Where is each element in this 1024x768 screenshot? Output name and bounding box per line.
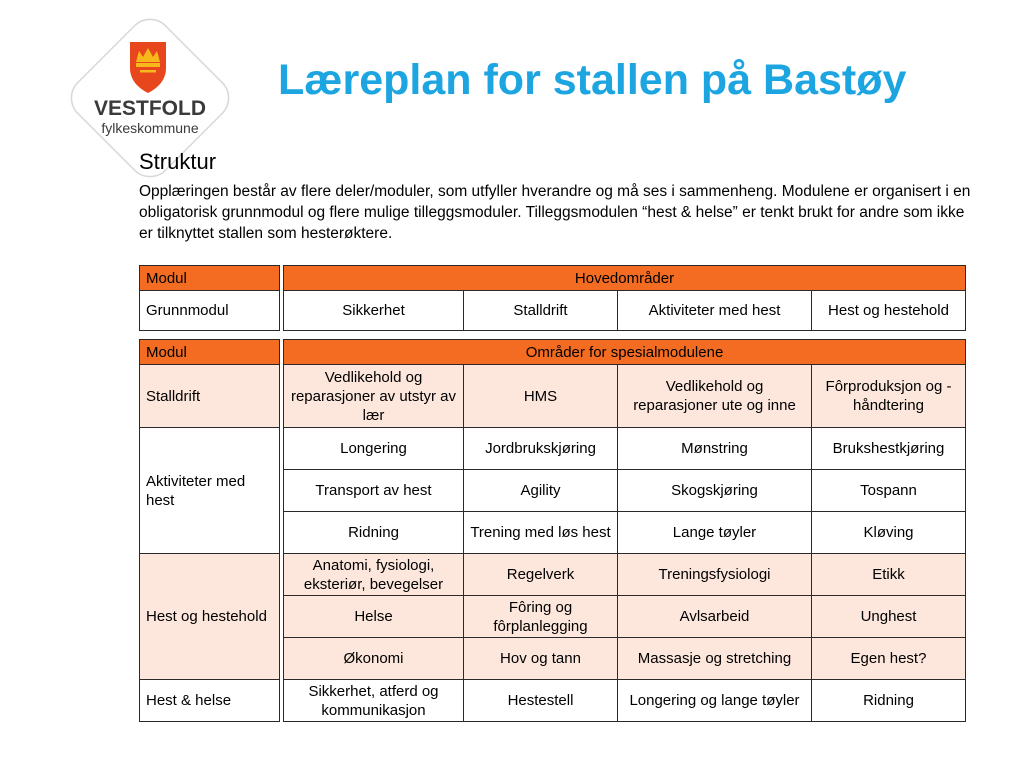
table-cell: Skogskjøring bbox=[618, 470, 812, 512]
table-cell: Ridning bbox=[284, 512, 464, 554]
table-row bbox=[140, 291, 966, 331]
header-modul: Modul bbox=[140, 266, 280, 291]
table-cell: Mønstring bbox=[618, 428, 812, 470]
table-row bbox=[140, 428, 966, 470]
group-label-hest-helse: Hest & helse bbox=[140, 680, 280, 722]
group-label-aktiviteter: Aktiviteter med hest bbox=[140, 428, 280, 554]
table-cell: Helse bbox=[284, 596, 464, 638]
table-row bbox=[140, 680, 966, 722]
table-cell: Massasje og stretching bbox=[618, 638, 812, 680]
table-cell: Longering bbox=[284, 428, 464, 470]
table-header-row bbox=[140, 266, 966, 291]
table-cell: Etikk bbox=[812, 554, 966, 596]
table-cell: Ridning bbox=[812, 680, 966, 722]
table-cell: Longering og lange tøyler bbox=[618, 680, 812, 722]
section-intro: Opplæringen består av flere deler/moduler, som utfyller hverandre og må ses i sammenheng. Modulene er organisert i en obligatorisk grunnmodul og flere mulige tilleggsmoduler. Tilleggsmodulen “hest & helse” er tenkt brukt for andre som ikke er tilknyttet stallen som hesterøktere. bbox=[139, 183, 971, 242]
table-cell: HMS bbox=[464, 365, 618, 428]
table-cell: Kløving bbox=[812, 512, 966, 554]
table-cell: Tospann bbox=[812, 470, 966, 512]
table-cell: Stalldrift bbox=[464, 291, 618, 331]
table-cell: Fôring og fôrplanlegging bbox=[464, 596, 618, 638]
table-cell: Vedlikehold og reparasjoner av utstyr av lær bbox=[284, 365, 464, 428]
table-cell: Transport av hest bbox=[284, 470, 464, 512]
table-cell: Økonomi bbox=[284, 638, 464, 680]
table-cell: Aktiviteter med hest bbox=[618, 291, 812, 331]
grunnmodul-table bbox=[139, 265, 966, 331]
table-cell: Sikkerhet, atferd og kommunikasjon bbox=[284, 680, 464, 722]
spesialmoduler-table bbox=[139, 339, 966, 722]
table-cell: Regelverk bbox=[464, 554, 618, 596]
header-omrader: Områder for spesialmodulene bbox=[284, 340, 966, 365]
logo-sub: fylkeskommune bbox=[101, 120, 199, 136]
table-cell: Hestestell bbox=[464, 680, 618, 722]
header-hovedomrader: Hovedområder bbox=[284, 266, 966, 291]
table-cell: Jordbrukskjøring bbox=[464, 428, 618, 470]
table-row bbox=[140, 365, 966, 428]
table-header-row bbox=[140, 340, 966, 365]
section-heading: Struktur bbox=[139, 149, 217, 174]
table-cell: Unghest bbox=[812, 596, 966, 638]
table-row bbox=[140, 554, 966, 596]
group-label-hestehold: Hest og hestehold bbox=[140, 554, 280, 680]
table-cell: Vedlikehold og reparasjoner ute og inne bbox=[618, 365, 812, 428]
table-cell: Agility bbox=[464, 470, 618, 512]
table-cell: Egen hest? bbox=[812, 638, 966, 680]
table-cell: Hov og tann bbox=[464, 638, 618, 680]
row-label: Grunnmodul bbox=[140, 291, 280, 331]
page-title: Læreplan for stallen på Bastøy bbox=[278, 56, 907, 104]
table-cell: Hest og hestehold bbox=[812, 291, 966, 331]
group-label-stalldrift: Stalldrift bbox=[140, 365, 280, 428]
logo-name: VESTFOLD bbox=[93, 97, 207, 120]
table-cell: Brukshestkjøring bbox=[812, 428, 966, 470]
table-cell: Sikkerhet bbox=[284, 291, 464, 331]
table-cell: Trening med løs hest bbox=[464, 512, 618, 554]
table-cell: Anatomi, fysiologi, eksteriør, bevegelser bbox=[284, 554, 464, 596]
table-cell: Avlsarbeid bbox=[618, 596, 812, 638]
header-modul: Modul bbox=[140, 340, 280, 365]
table-cell: Fôrproduksjon og -håndtering bbox=[812, 365, 966, 428]
table-cell: Treningsfysiologi bbox=[618, 554, 812, 596]
table-cell: Lange tøyler bbox=[618, 512, 812, 554]
